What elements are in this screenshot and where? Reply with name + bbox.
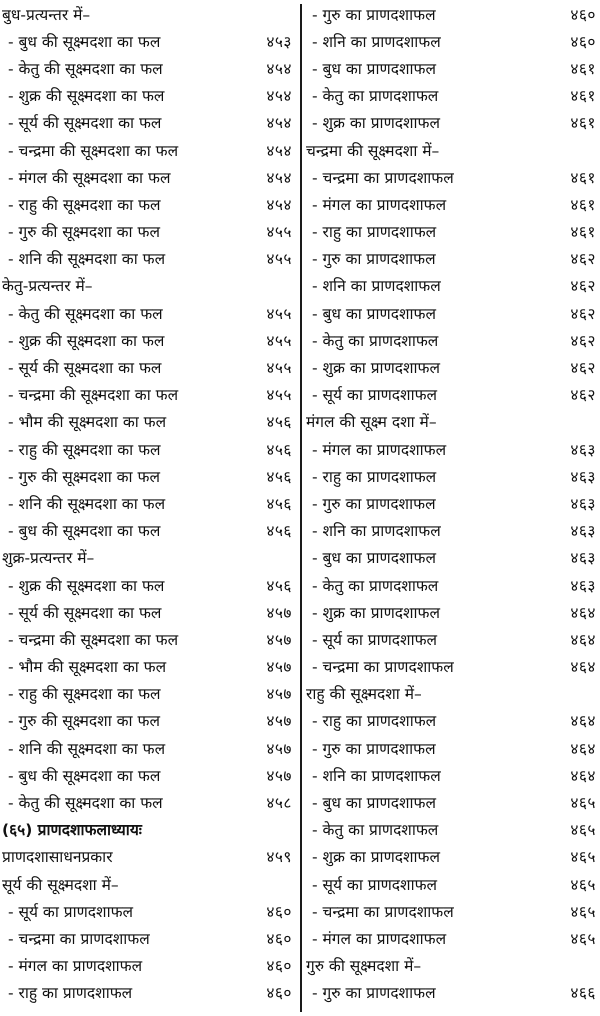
toc-entry-label: - सूर्य की सूक्ष्मदशा का फल [8,359,162,378]
toc-page-number: ४६२ [570,359,596,378]
toc-entry [304,816,600,843]
toc-entry-label: - शुक्र का प्राणदशाफल [312,848,441,867]
toc-entry-label: - शनि की सूक्ष्मदशा का फल [8,250,166,269]
toc-entry-label: - शनि की सूक्ष्मदशा का फल [8,739,166,758]
toc-page-number: ४५६ [266,576,292,595]
toc-entry [304,843,600,870]
toc-section-heading [304,680,600,707]
toc-entry [0,952,296,979]
toc-entry [0,381,296,408]
toc-entry [0,408,296,435]
toc-page-number: ४५५ [266,331,292,350]
toc-entry [0,598,296,625]
toc-entry-label: - चन्द्रमा का प्राणदशाफल [312,168,454,187]
toc-entry-label: - गुरु का प्राणदशाफल [312,739,436,758]
toc-entry [304,27,600,54]
toc-entry [304,299,600,326]
toc-page-number: ४६४ [570,603,596,622]
toc-page-number: ४६२ [570,331,596,350]
toc-entry-label: - केतु की सूक्ष्मदशा का फल [8,304,163,323]
toc-page-number: ४५५ [266,223,292,242]
toc-entry-label: - गुरु का प्राणदशाफल [312,5,436,24]
toc-entry-label: - बुध का प्राणदशाफल [312,59,436,78]
toc-page-number: ४६० [570,5,596,24]
toc-entry [0,353,296,380]
toc-entry [0,707,296,734]
toc-entry-label: - सूर्य का प्राणदशाफल [312,386,438,405]
column-divider [300,4,302,1012]
toc-entry [304,517,600,544]
toc-page-number: ४६० [570,32,596,51]
toc-page-number: ४५४ [266,195,292,214]
toc-entry-label: - सूर्य का प्राणदशाफल [312,630,438,649]
toc-entry [304,272,600,299]
toc-entry-label: - शनि की सूक्ष्मदशा का फल [8,494,166,513]
toc-entry-label: - केतु का प्राणदशाफल [312,821,439,840]
toc-entry [0,82,296,109]
toc-section-heading [304,408,600,435]
toc-entry [304,924,600,951]
toc-entry-label: - शुक्र का प्राणदशाफल [312,603,441,622]
toc-column-right [304,0,600,1006]
toc-entry [0,245,296,272]
toc-page-number: ४६५ [570,902,596,921]
toc-entry [0,625,296,652]
toc-entry-label: - बुध की सूक्ष्मदशा का फल [8,522,161,541]
toc-entry [0,462,296,489]
toc-entry [0,653,296,680]
toc-page-number: ४५५ [266,359,292,378]
toc-entry [0,897,296,924]
toc-entry-label: - गुरु की सूक्ष्मदशा का फल [8,467,160,486]
toc-entry-label: - केतु की सूक्ष्मदशा का फल [8,794,163,813]
toc-entry-label: - गुरु का प्राणदशाफल [312,984,436,1003]
toc-entry-label: - सूर्य की सूक्ष्मदशा का फल [8,114,162,133]
toc-entry-label: - चन्द्रमा की सूक्ष्मदशा का फल [8,141,179,160]
toc-entry-label: - राहु का प्राणदशाफल [8,984,133,1003]
toc-entry-label: - मंगल का प्राणदशाफल [312,440,447,459]
toc-page-number: ४६५ [570,821,596,840]
toc-entry [0,109,296,136]
toc-entry [304,462,600,489]
toc-section-heading [304,952,600,979]
toc-entry-label: - राहु का प्राणदशाफल [312,223,437,242]
toc-page-number: ४६५ [570,848,596,867]
toc-entry-label: - केतु का प्राणदशाफल [312,331,439,350]
toc-entry [0,435,296,462]
toc-entry [0,218,296,245]
toc-page-number: ४६३ [570,467,596,486]
toc-page-number: ४५७ [266,658,292,677]
toc-page-number: ४५७ [266,630,292,649]
toc-entry [304,218,600,245]
toc-page-number: ४५५ [266,386,292,405]
toc-entry-label: - मंगल का प्राणदशाफल [312,195,447,214]
toc-page-number: ४६१ [570,114,596,133]
toc-page-number: ४६३ [570,440,596,459]
toc-entry-label: - राहु की सूक्ष्मदशा का फल [8,440,161,459]
toc-entry [0,326,296,353]
toc-entry [304,326,600,353]
toc-entry [0,571,296,598]
toc-page-number: ४६२ [570,250,596,269]
toc-page-number: ४६१ [570,168,596,187]
toc-section-heading [0,816,296,843]
toc-page-number: ४६६ [570,984,596,1003]
toc-entry-label: - बुध की सूक्ष्मदशा का फल [8,766,161,785]
toc-entry-label: - राहु की सूक्ष्मदशा का फल [8,195,161,214]
toc-entry [304,435,600,462]
toc-page-number: ४५३ [266,32,292,51]
toc-section-heading [0,544,296,571]
toc-entry [304,163,600,190]
toc-entry-label: केतु-प्रत्यन्तर में– [2,277,93,296]
toc-entry [0,979,296,1006]
toc-page-number: ४५४ [266,168,292,187]
toc-entry [304,0,600,27]
toc-entry-label: - गुरु की सूक्ष्मदशा का फल [8,712,160,731]
toc-page-number: ४६३ [570,494,596,513]
toc-page-number: ४६२ [570,277,596,296]
toc-entry [304,734,600,761]
toc-entry [304,979,600,1006]
toc-page-number: ४६० [266,984,292,1003]
toc-entry [304,625,600,652]
toc-entry-label: - शुक्र की सूक्ष्मदशा का फल [8,87,165,106]
toc-entry-label: (६५) प्राणदशाफलाध्यायः [2,821,142,840]
toc-entry-label: - चन्द्रमा का प्राणदशाफल [8,929,150,948]
toc-page-number: ४५६ [266,522,292,541]
toc-entry [0,761,296,788]
toc-entry-label: - राहु का प्राणदशाफल [312,467,437,486]
toc-entry [0,734,296,761]
toc-entry [0,190,296,217]
toc-entry-label: प्राणदशासाधनप्रकार [2,848,113,867]
toc-page-number: ४५५ [266,250,292,269]
toc-entry-label: - सूर्य का प्राणदशाफल [312,875,438,894]
toc-page-number: ४६१ [570,59,596,78]
toc-entry-label: - भौम की सूक्ष्मदशा का फल [8,413,167,432]
toc-page-number: ४६५ [570,929,596,948]
toc-entry-label: - केतु का प्राणदशाफल [312,87,439,106]
toc-entry [304,707,600,734]
toc-entry [304,54,600,81]
toc-page-number: ४५८ [266,794,292,813]
toc-page-number: ४६२ [570,304,596,323]
toc-entry [304,353,600,380]
toc-entry-label: - राहु का प्राणदशाफल [312,712,437,731]
toc-entry-label: - मंगल का प्राणदशाफल [312,929,447,948]
toc-page-number: ४५७ [266,766,292,785]
toc-page-number: ४५७ [266,739,292,758]
toc-entry-label: - शनि का प्राणदशाफल [312,32,441,51]
toc-entry [0,489,296,516]
toc-entry [0,54,296,81]
toc-entry-label: - भौम की सूक्ष्मदशा का फल [8,658,167,677]
toc-page-number: ४५६ [266,494,292,513]
toc-entry-label: - केतु की सूक्ष्मदशा का फल [8,59,163,78]
toc-entry-label: बुध-प्रत्यन्तर में– [2,5,91,24]
toc-entry-label: राहु की सूक्ष्मदशा में– [306,685,422,704]
toc-entry-label: - शनि का प्राणदशाफल [312,766,441,785]
toc-entry [0,27,296,54]
toc-section-heading [304,136,600,163]
toc-page-number: ४६४ [570,630,596,649]
toc-entry-label: - शुक्र की सूक्ष्मदशा का फल [8,576,165,595]
toc-entry [0,163,296,190]
toc-section-heading [0,272,296,299]
toc-entry-label: - चन्द्रमा की सूक्ष्मदशा का फल [8,630,179,649]
toc-entry-label: सूर्य की सूक्ष्मदशा में– [2,875,119,894]
toc-entry [0,788,296,815]
toc-entry [304,544,600,571]
toc-page-number: ४५७ [266,603,292,622]
toc-page-number: ४६३ [570,576,596,595]
toc-entry-label: - चन्द्रमा का प्राणदशाफल [312,902,454,921]
toc-entry-label: - मंगल का प्राणदशाफल [8,957,143,976]
toc-entry [304,82,600,109]
toc-page-number: ४५६ [266,413,292,432]
toc-page-number: ४५४ [266,87,292,106]
toc-page-number: ४५४ [266,141,292,160]
toc-page-number: ४६१ [570,223,596,242]
toc-entry-label: - केतु का प्राणदशाफल [312,576,439,595]
toc-entry [304,245,600,272]
toc-page-number: ४६४ [570,766,596,785]
toc-page-number: ४५७ [266,712,292,731]
toc-entry [304,190,600,217]
toc-entry [304,598,600,625]
toc-entry [304,571,600,598]
toc-page-number: ४६० [266,957,292,976]
toc-entry [304,897,600,924]
toc-entry-label: - चन्द्रमा की सूक्ष्मदशा का फल [8,386,179,405]
toc-entry [304,761,600,788]
toc-page-number: ४६१ [570,87,596,106]
toc-entry-label: मंगल की सूक्ष्म दशा में– [306,413,437,432]
toc-page-number: ४५६ [266,440,292,459]
toc-entry-label: - सूर्य का प्राणदशाफल [8,902,134,921]
toc-entry-label: - बुध का प्राणदशाफल [312,794,436,813]
toc-entry-label: चन्द्रमा की सूक्ष्मदशा में– [306,141,440,160]
toc-entry-label: - बुध का प्राणदशाफल [312,304,436,323]
toc-page-number: ४६१ [570,195,596,214]
toc-entry-label: - शनि का प्राणदशाफल [312,277,441,296]
toc-entry [0,924,296,951]
toc-entry-label: - गुरु का प्राणदशाफल [312,250,436,269]
toc-section-heading [0,0,296,27]
toc-page-number: ४६२ [570,386,596,405]
toc-entry-label: - शुक्र का प्राणदशाफल [312,359,441,378]
toc-entry [0,680,296,707]
toc-entry [0,299,296,326]
toc-entry [0,136,296,163]
toc-entry [304,109,600,136]
toc-entry-label: - चन्द्रमा का प्राणदशाफल [312,658,454,677]
toc-page-number: ४५४ [266,59,292,78]
toc-page-number: ४५९ [266,848,292,867]
toc-entry [304,870,600,897]
toc-entry-label: - बुध का प्राणदशाफल [312,549,436,568]
toc-entry-label: - शुक्र की सूक्ष्मदशा का फल [8,331,165,350]
toc-entry-label: - मंगल की सूक्ष्मदशा का फल [8,168,171,187]
toc-section-heading [0,870,296,897]
toc-entry [0,517,296,544]
toc-page-number: ४६३ [570,549,596,568]
toc-entry [304,381,600,408]
toc-entry-label: - बुध की सूक्ष्मदशा का फल [8,32,161,51]
toc-page-number: ४५५ [266,304,292,323]
toc-entry-label: - शनि का प्राणदशाफल [312,522,441,541]
toc-page-number: ४६० [266,902,292,921]
toc-entry-label: - सूर्य की सूक्ष्मदशा का फल [8,603,162,622]
toc-entry [304,489,600,516]
toc-column-left [0,0,296,1006]
toc-entry-label: शुक्र-प्रत्यन्तर में– [2,549,95,568]
toc-entry-label: - गुरु की सूक्ष्मदशा का फल [8,223,160,242]
toc-page-number: ४६४ [570,739,596,758]
toc-entry-label: - गुरु का प्राणदशाफल [312,494,436,513]
toc-page-number: ४६५ [570,794,596,813]
toc-entry [304,653,600,680]
toc-section-heading [0,843,296,870]
toc-entry-label: - शुक्र का प्राणदशाफल [312,114,441,133]
toc-page-number: ४६४ [570,658,596,677]
toc-page-number: ४६० [266,929,292,948]
toc-entry-label: गुरु की सूक्ष्मदशा में– [306,957,422,976]
toc-page-number: ४५४ [266,114,292,133]
toc-entry [304,788,600,815]
toc-page-number: ४५६ [266,467,292,486]
toc-entry-label: - राहु की सूक्ष्मदशा का फल [8,685,161,704]
toc-page-number: ४६३ [570,522,596,541]
toc-page-number: ४५७ [266,685,292,704]
toc-page-number: ४६५ [570,875,596,894]
toc-page-number: ४६४ [570,712,596,731]
